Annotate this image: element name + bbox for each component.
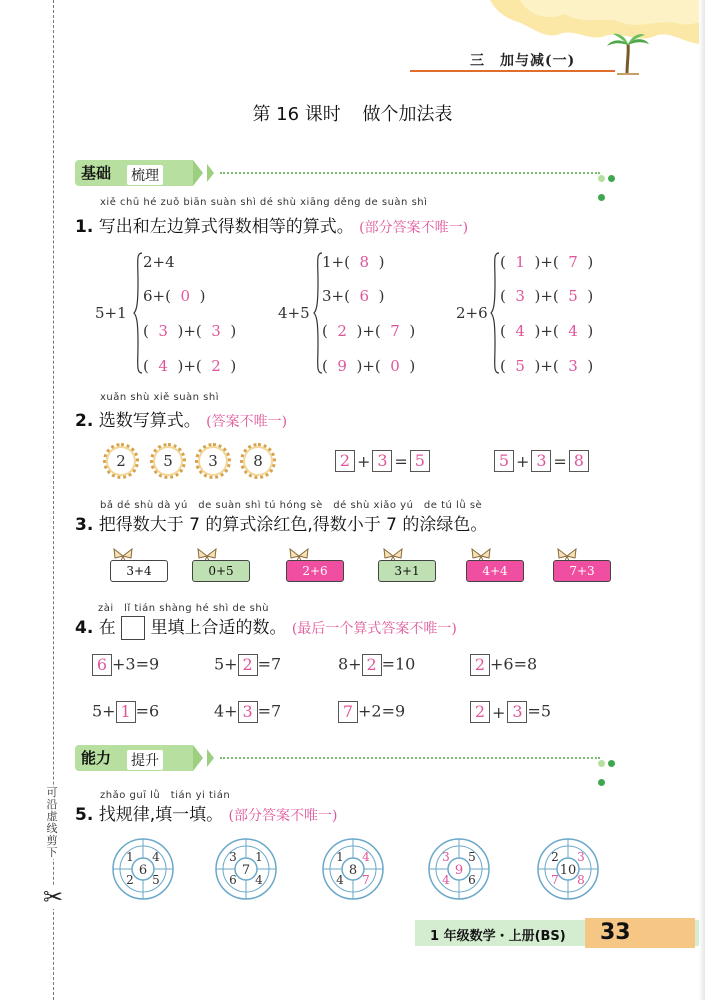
number-wheel [537, 838, 599, 900]
wheel-number-tr: 4 [362, 850, 370, 864]
equation-text: +2=9 [358, 701, 406, 721]
q1-group1-line3: ( 3 )+( 3 ) [143, 322, 237, 340]
page-edge-shadow [699, 0, 705, 1000]
wheel-number-center: 7 [241, 863, 251, 878]
wheel-number-tl: 3 [442, 850, 450, 864]
equation-text: =7 [257, 654, 282, 674]
q4-eq [338, 701, 405, 723]
q2-question [75, 406, 287, 431]
operator: = [553, 451, 567, 471]
q4-pinyin: zài lǐ tián shàng hé shì de shù [98, 603, 270, 614]
expression-tag[interactable]: 3+4 [110, 560, 168, 582]
q1-note: (部分答案不唯一) [359, 220, 469, 236]
section-header-basic [75, 160, 620, 188]
wheel-number-tr: 3 [577, 850, 585, 864]
q1-group2-line3: ( 2 )+( 7 ) [322, 322, 416, 340]
answer-box[interactable]: 2 [238, 654, 258, 676]
number-wreath: 2 [103, 443, 139, 479]
answer-box[interactable]: 3 [507, 701, 527, 723]
wheel-number-tl: 1 [336, 850, 344, 864]
q1-group1-left: 5+1 [95, 304, 127, 322]
answer-box[interactable]: 2 [335, 450, 355, 472]
wheel-number-tl: 2 [551, 850, 559, 864]
q2-text: 选数写算式。 [98, 411, 201, 431]
answer-box[interactable]: 3 [372, 450, 392, 472]
number-wheel [428, 838, 490, 900]
q1-question [75, 212, 468, 237]
wheel-number-bl: 2 [126, 873, 134, 887]
q4-text-b: 里填上合适的数。 [150, 618, 287, 638]
number-wreath: 8 [240, 443, 276, 479]
wheel-number-br: 6 [468, 873, 476, 887]
q4-eq [92, 654, 159, 676]
q4-eq [470, 654, 537, 676]
q5-pinyin: zhǎo guī lǜ tián yi tián [100, 790, 231, 801]
page-number-badge [585, 918, 695, 948]
q4-number: 4. [75, 618, 94, 638]
answer-box[interactable]: 3 [238, 701, 258, 723]
brace [490, 252, 500, 374]
expression-tag[interactable]: 4+4 [466, 560, 524, 582]
equation-text: 5+ [214, 654, 238, 674]
footer-book-title: 1 年级数学・上册(BS) [430, 929, 566, 944]
page-number: 33 [600, 920, 631, 945]
section-arrow [193, 745, 203, 771]
wheel-number-tr: 1 [255, 850, 263, 864]
q3-text: 把得数大于 7 的算式涂红色,得数小于 7 的涂绿色。 [98, 515, 488, 535]
q1-pinyin: xiě chū hé zuǒ biān suàn shì dé shù xiāng děng de suàn shì [100, 197, 428, 208]
wheel-number-bl: 6 [229, 873, 237, 887]
palm-tree-icon [605, 32, 650, 77]
q1-group3-line1: ( 1 )+( 7 ) [500, 253, 594, 271]
cut-instruction: 可沿虚线剪下 [44, 787, 60, 859]
q2-note: (答案不唯一) [206, 414, 288, 430]
q1-group2-line1: 1+( 8 ) [322, 253, 385, 271]
lesson-name: 做个加法表 [362, 104, 453, 125]
q1-group2-line4: ( 9 )+( 0 ) [322, 357, 416, 375]
answer-box[interactable]: 2 [470, 701, 490, 723]
q1-group3-line3: ( 4 )+( 4 ) [500, 322, 594, 340]
q1-number: 1. [75, 217, 94, 237]
brace [133, 252, 143, 374]
expression-tag[interactable]: 7+3 [553, 560, 611, 582]
section-header-advance [75, 745, 620, 773]
equation-text: 5+ [92, 701, 116, 721]
number-wheel [215, 838, 277, 900]
q4-question [75, 613, 457, 640]
q5-question [75, 800, 337, 825]
answer-box[interactable]: 1 [116, 701, 136, 723]
answer-box[interactable]: 6 [92, 654, 112, 676]
section-end-dots [595, 752, 620, 790]
q1-text: 写出和左边算式得数相等的算式。 [98, 217, 354, 237]
number-wreath: 3 [195, 443, 231, 479]
wheel-number-tl: 1 [126, 850, 134, 864]
equation-text: 4+ [214, 701, 238, 721]
answer-box[interactable]: 7 [338, 701, 358, 723]
q1-group2-line2: 3+( 6 ) [322, 287, 385, 305]
wheel-number-bl: 4 [442, 873, 450, 887]
section-title-bold: 能力 [81, 749, 112, 767]
wheel-number-center: 9 [454, 863, 464, 878]
operator: + [492, 702, 506, 722]
q2-equation-1 [335, 450, 430, 472]
operator: + [516, 451, 530, 471]
cloud-decoration [490, 0, 705, 45]
q1-group3-left: 2+6 [456, 304, 488, 322]
wheel-number-br: 7 [362, 873, 370, 887]
section-arrow [207, 749, 214, 767]
scissors-icon: ✂ [43, 883, 64, 911]
lesson-number: 第 16 课时 [252, 104, 341, 125]
equation-text: =5 [527, 701, 551, 721]
equation-text: =6 [135, 701, 160, 721]
equation-text: +6=8 [490, 654, 538, 674]
q3-question [75, 510, 487, 535]
q1-group1-line2: 6+( 0 ) [143, 287, 206, 305]
operator: + [357, 451, 371, 471]
q2-equation-2 [494, 450, 589, 472]
section-badge [75, 745, 193, 771]
q4-eq [470, 701, 551, 723]
q3-pinyin: bǎ dé shù dà yú de suàn shì tú hóng sè dé shù xiǎo yú de tú lǜ sè [100, 500, 483, 511]
operator: = [394, 451, 408, 471]
q1-group3-line2: ( 3 )+( 5 ) [500, 287, 594, 305]
expression-tag[interactable]: 0+5 [192, 560, 250, 582]
q5-number: 5. [75, 805, 94, 825]
wheel-number-center: 6 [138, 863, 148, 878]
lesson-title [0, 100, 705, 126]
q5-note: (部分答案不唯一) [228, 808, 338, 824]
section-arrow [193, 160, 203, 186]
section-dotted-line [220, 172, 600, 174]
section-dotted-line [220, 757, 600, 759]
section-title-light: 提升 [127, 750, 163, 770]
answer-box[interactable]: 5 [410, 450, 430, 472]
equation-text: +3=9 [112, 654, 160, 674]
answer-box[interactable]: 3 [531, 450, 551, 472]
wheel-number-tl: 3 [229, 850, 237, 864]
q4-eq [214, 654, 281, 676]
chapter-label: 三 加与减(一) [470, 53, 576, 69]
equation-text: =10 [381, 654, 416, 674]
q1-group3-line4: ( 5 )+( 3 ) [500, 357, 594, 375]
q5-text: 找规律,填一填。 [98, 805, 224, 825]
q3-number: 3. [75, 515, 94, 535]
q4-eq [214, 701, 281, 723]
q1-group2-left: 4+5 [278, 304, 310, 322]
number-wreath: 5 [150, 443, 186, 479]
answer-box[interactable]: 2 [470, 654, 490, 676]
wheel-number-tr: 5 [468, 850, 476, 864]
q4-text-a: 在 [98, 618, 116, 638]
q1-group1-line1: 2+4 [143, 253, 175, 271]
answer-box[interactable]: 2 [362, 654, 382, 676]
q1-group1-line4: ( 4 )+( 2 ) [143, 357, 237, 375]
section-arrow [207, 164, 214, 182]
equation-text: =7 [257, 701, 282, 721]
wheel-number-br: 4 [255, 873, 263, 887]
wheel-number-tr: 4 [152, 850, 160, 864]
equation-text: 8+ [338, 654, 362, 674]
section-end-dots [595, 167, 620, 205]
wheel-number-center: 8 [348, 863, 358, 878]
number-wheel [322, 838, 384, 900]
q2-pinyin: xuǎn shù xiě suàn shì [100, 392, 220, 403]
answer-box[interactable]: 8 [569, 450, 589, 472]
wheel-number-br: 5 [152, 873, 160, 887]
q4-eq [92, 701, 159, 723]
expression-tag[interactable]: 2+6 [286, 560, 344, 582]
wheel-number-br: 8 [577, 873, 585, 887]
q2-number: 2. [75, 411, 94, 431]
section-badge [75, 160, 193, 186]
section-title-light: 梳理 [127, 165, 163, 185]
expression-tag[interactable]: 3+1 [378, 560, 436, 582]
answer-box[interactable]: 5 [494, 450, 514, 472]
wheel-number-bl: 7 [551, 873, 559, 887]
section-title-bold: 基础 [81, 164, 112, 182]
wheel-number-center: 10 [559, 863, 577, 878]
q4-eq [338, 654, 415, 676]
blank-box [121, 616, 145, 640]
q4-note: (最后一个算式答案不唯一) [291, 621, 457, 637]
wheel-number-bl: 4 [336, 873, 344, 887]
chapter-underline [410, 70, 615, 72]
number-wheel [112, 838, 174, 900]
